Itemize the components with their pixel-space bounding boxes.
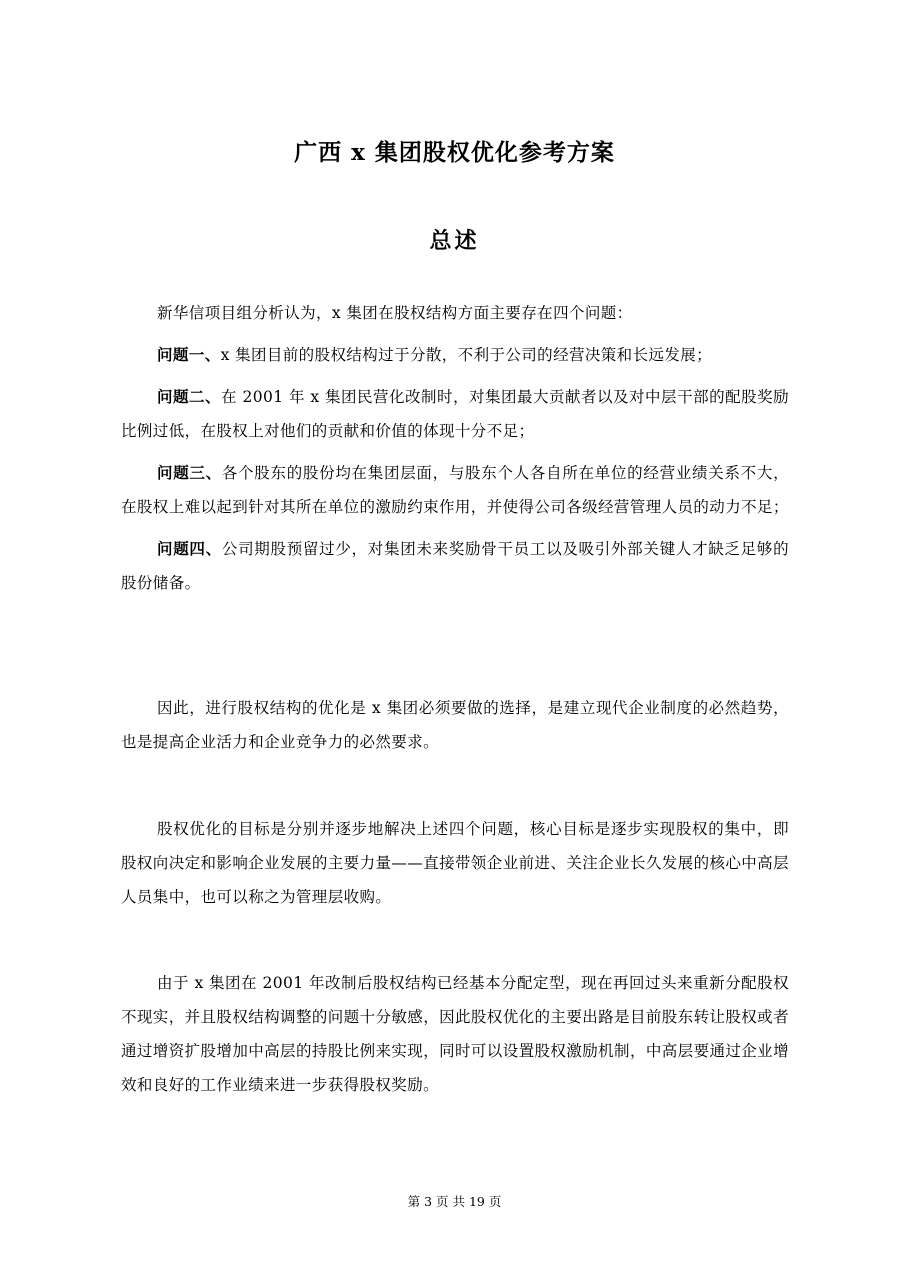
conclusion-block [121, 691, 789, 767]
page-footer: 第 3 页 共 19 页 [407, 1194, 502, 1209]
goal-block [121, 812, 789, 922]
issue-label-2: 问题二、 [157, 387, 222, 406]
issue-paragraph-3 [121, 456, 789, 524]
paragraph-2: 股权优化的目标是分别并逐步地解决上述四个问题，核心目标是逐步实现股权的集中，即股权向决定和影响企业发展的主要力量——直接带领企业前进、关注企业长久发展的核心中高层人员集中，也可以称之为管理层收购。 [121, 820, 789, 906]
issues-block [121, 296, 789, 608]
issue-paragraph-2 [121, 380, 789, 448]
issue-label-4: 问题四、 [157, 539, 222, 558]
issue-label-3: 问题三、 [157, 463, 222, 482]
document-title: 广西 x 集团股权优化参考方案 [294, 139, 615, 166]
section-title: 总述 [429, 228, 480, 254]
approach-block [121, 966, 789, 1110]
issue-paragraph-1 [121, 338, 789, 372]
issue-text-3: 各个股东的股份均在集团层面，与股东个人各自所在单位的经营业绩关系不大，在股权上难以起到针对其所在单位的激励约束作用，并使得公司各级经营管理人员的动力不足； [121, 464, 789, 516]
issue-paragraph-4 [121, 532, 789, 600]
intro-paragraph: 新华信项目组分析认为，x 集团在股权结构方面主要存在四个问题： [157, 304, 633, 322]
paragraph-1: 因此，进行股权结构的优化是 x 集团必须要做的选择，是建立现代企业制度的必然趋势，也是提高企业活力和企业竞争力的必然要求。 [121, 699, 789, 751]
issue-text-4: 公司期股预留过少，对集团未来奖励骨干员工以及吸引外部关键人才缺乏足够的股份储备。 [121, 540, 789, 592]
paragraph-3: 由于 x 集团在 2001 年改制后股权结构已经基本分配定型，现在再回过头来重新分配股权不现实，并且股权结构调整的问题十分敏感，因此股权优化的主要出路是目前股东转让股权或者通过增资扩股增加中高层的持股比例来实现，同时可以设置股权激励机制，中高层要通过企业增效和良好的工作业绩来进一步获得股权奖励。 [121, 974, 789, 1094]
issue-label-1: 问题一、 [157, 345, 221, 364]
issue-text-2: 在 2001 年 x 集团民营化改制时，对集团最大贡献者以及对中层干部的配股奖励比例过低，在股权上对他们的贡献和价值的体现十分不足； [121, 388, 789, 440]
issue-text-1: x 集团目前的股权结构过于分散，不利于公司的经营决策和长远发展； [220, 346, 713, 364]
